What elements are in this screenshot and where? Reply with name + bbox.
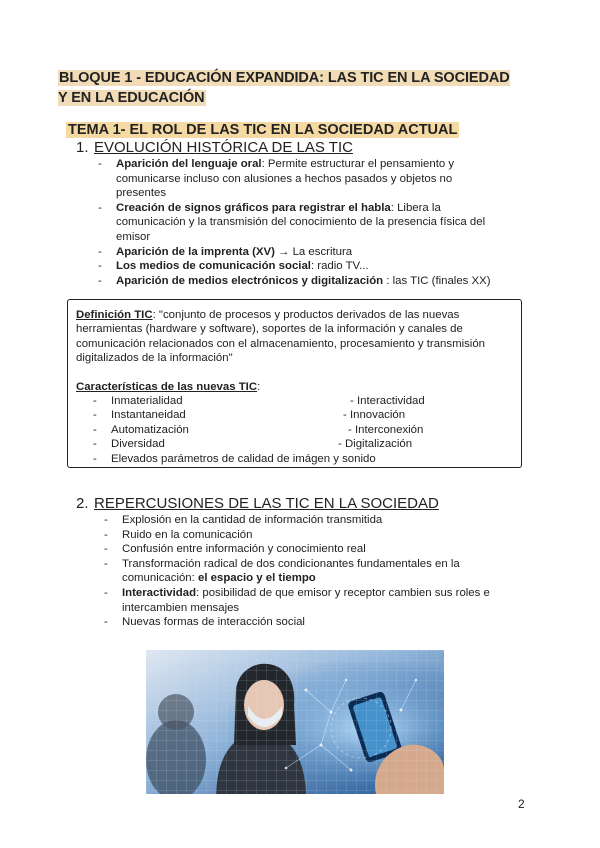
technology-photo <box>146 650 444 794</box>
characteristic-row: - Automatización - Interconexión <box>93 423 424 436</box>
repercussions-list <box>104 513 529 630</box>
section-1-title: EVOLUCIÓN HISTÓRICA DE LAS TIC <box>94 139 353 156</box>
tema-title: TEMA 1- EL ROL DE LAS TIC EN LA SOCIEDAD ACTUAL <box>68 122 458 138</box>
list-item: - Confusión entre información y conocimiento real <box>104 542 529 557</box>
list-item: - Los medios de comunicación social: radio TV... <box>98 259 503 274</box>
characteristic-row: - Instantaneidad - Innovación <box>93 409 406 422</box>
evolution-list <box>98 157 503 288</box>
page-number: 2 <box>518 797 525 811</box>
section-2-heading <box>76 495 439 513</box>
section-2-number: 2. <box>76 495 89 512</box>
list-item: - Interactividad: posibilidad de que emisor y receptor cambien sus roles e intercambien mensajes <box>104 586 529 615</box>
list-item: - Aparición del lenguaje oral: Permite estructurar el pensamiento y comunicarse incluso con alusiones a hechos pasados y objetos no presentes <box>98 157 503 201</box>
definition-box <box>67 299 522 468</box>
section-2-title: REPERCUSIONES DE LAS TIC EN LA SOCIEDAD <box>94 495 439 512</box>
definition-text: : "conjunto de procesos y productos derivados de las nuevas herramientas (hardware y software), soportes de la información y canales de comunicación relacionados con el almacenamiento, procesamiento y transmisión digitalizados de la información" <box>76 309 486 365</box>
block-title: BLOQUE 1 - EDUCACIÓN EXPANDIDA: LAS TIC EN LA SOCIEDAD Y EN LA EDUCACIÓN <box>58 70 510 106</box>
list-item: - Ruido en la comunicación <box>104 528 529 543</box>
definition-paragraph <box>76 308 513 366</box>
characteristic-row: - Diversidad - Digitalización <box>93 438 413 451</box>
list-item: - Explosión en la cantidad de información transmitida <box>104 513 529 528</box>
list-item: - Transformación radical de dos condicionantes fundamentales en la comunicación: el espacio y el tiempo <box>104 557 529 586</box>
characteristic-row: - Elevados parámetros de calidad de imágen y sonido <box>93 452 376 465</box>
characteristic-row: - Inmaterialidad - Interactividad <box>93 395 425 408</box>
list-item: - Nuevas formas de interacción social <box>104 615 529 630</box>
section-1-heading <box>76 139 353 157</box>
characteristics-heading: Características de las nuevas TIC: <box>76 380 261 393</box>
list-item: - Aparición de la imprenta (XV) → La escritura <box>98 245 503 260</box>
section-1-number: 1. <box>76 139 89 156</box>
list-item: - Aparición de medios electrónicos y digitalización : las TIC (finales XX) <box>98 274 503 289</box>
list-item: - Creación de signos gráficos para registrar el habla: Libera la comunicación y la transmisión del conocimiento de la presencia física del emisor <box>98 201 503 245</box>
definition-label: Definición TIC <box>76 309 153 321</box>
